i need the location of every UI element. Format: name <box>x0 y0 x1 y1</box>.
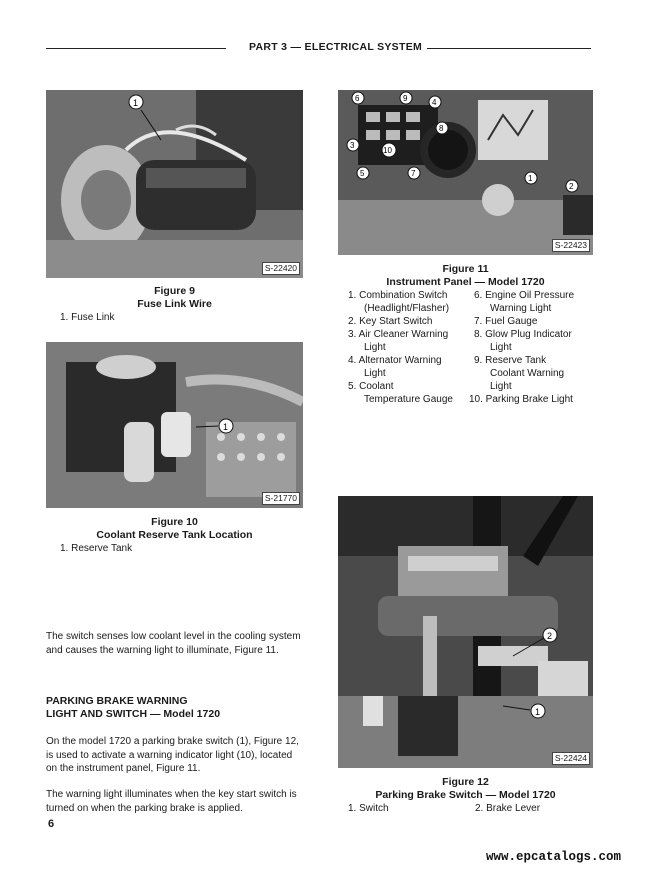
legend-right-7: 7. Fuel Gauge <box>474 316 538 327</box>
figure-11-callout-2: 2 <box>569 182 574 191</box>
figure-11-title: Instrument Panel — Model 1720 <box>386 276 545 288</box>
figure-11-callout-8: 8 <box>439 124 444 133</box>
section-heading-line2: LIGHT AND SWITCH — Model 1720 <box>46 708 221 720</box>
page-number: 6 <box>48 818 55 830</box>
figure-12-callout-2: 2 <box>547 631 553 641</box>
legend-right-9: 9. Reserve Tank <box>474 355 547 366</box>
legend-left-1b: (Headlight/Flasher) <box>364 303 450 314</box>
figure-11-tag: S-22423 <box>552 239 590 252</box>
page-header: PART 3 — ELECTRICAL SYSTEM <box>0 41 671 53</box>
paragraph-warning-light: The warning light illuminates when the key start switch is turned on when the parking brake is applied. <box>46 789 297 814</box>
figure-11-callout-10: 10 <box>383 146 392 155</box>
legend-left-5: 5. Coolant <box>348 381 394 392</box>
figure-9-callout-1: 1 <box>133 98 139 108</box>
figure-12-legend-item-2: 2. Brake Lever <box>475 803 541 814</box>
figure-11-callout-6: 6 <box>355 94 360 103</box>
legend-left-3b: Light <box>364 342 386 353</box>
figure-10-tag: S-21770 <box>262 492 300 505</box>
figure-12-legend-item-1: 1. Switch <box>348 803 389 814</box>
figure-10-callout-1: 1 <box>223 422 229 432</box>
figure-9-tag: S-22420 <box>262 262 300 275</box>
figure-10-legend-item: 1. Reserve Tank <box>60 543 133 554</box>
legend-right-10: 10. Parking Brake Light <box>469 394 573 405</box>
figure-12-tag: S-22424 <box>552 752 590 765</box>
figure-9-legend-item: 1. Fuse Link <box>60 312 115 323</box>
legend-right-9c: Light <box>490 381 512 392</box>
section-heading-line1: PARKING BRAKE WARNING <box>46 695 188 707</box>
legend-right-9b: Coolant Warning <box>490 368 565 379</box>
legend-left-3: 3. Air Cleaner Warning <box>348 329 449 340</box>
watermark-url: www.epcatalogs.com <box>485 850 621 864</box>
legend-left-5b: Temperature Gauge <box>364 394 453 405</box>
legend-right-8b: Light <box>490 342 512 353</box>
legend-left-4b: Light <box>364 368 386 379</box>
figure-11-callout-5: 5 <box>360 169 365 178</box>
figure-11-photo <box>338 90 593 255</box>
figure-11-callout-4: 4 <box>432 98 437 107</box>
figure-12-title: Parking Brake Switch — Model 1720 <box>375 789 556 801</box>
figure-10-photo <box>46 342 303 508</box>
legend-left-1: 1. Combination Switch <box>348 290 448 301</box>
paragraph-parking-brake-switch: On the model 1720 a parking brake switch (1), Figure 12, is used to activate a warning indicator light (10), located on the instrument panel, Figure 11. <box>46 736 299 774</box>
figure-11-callout-9: 9 <box>403 94 408 103</box>
figure-11-callout-7: 7 <box>411 169 416 178</box>
figure-9-title: Fuse Link Wire <box>137 298 212 310</box>
figure-11-callout-1: 1 <box>528 174 533 183</box>
figure-12-number: Figure 12 <box>442 776 489 788</box>
figure-10-number: Figure 10 <box>151 516 198 528</box>
legend-right-6: 6. Engine Oil Pressure <box>474 290 575 301</box>
figure-12-photo <box>338 496 593 768</box>
figure-11-number: Figure 11 <box>442 263 489 275</box>
legend-left-4: 4. Alternator Warning <box>348 355 442 366</box>
figure-11-callout-3: 3 <box>350 141 355 150</box>
figure-9-photo <box>46 90 303 278</box>
figure-12-callout-1: 1 <box>535 707 541 717</box>
legend-right-8: 8. Glow Plug Indicator <box>474 329 572 340</box>
legend-right-6b: Warning Light <box>490 303 552 314</box>
legend-left-2: 2. Key Start Switch <box>348 316 433 327</box>
figure-9-number: Figure 9 <box>154 285 195 297</box>
figure-10-title: Coolant Reserve Tank Location <box>96 529 253 541</box>
paragraph-coolant-switch: The switch senses low coolant level in the cooling system and causes the warning light to illuminate, Figure 11. <box>46 631 301 656</box>
